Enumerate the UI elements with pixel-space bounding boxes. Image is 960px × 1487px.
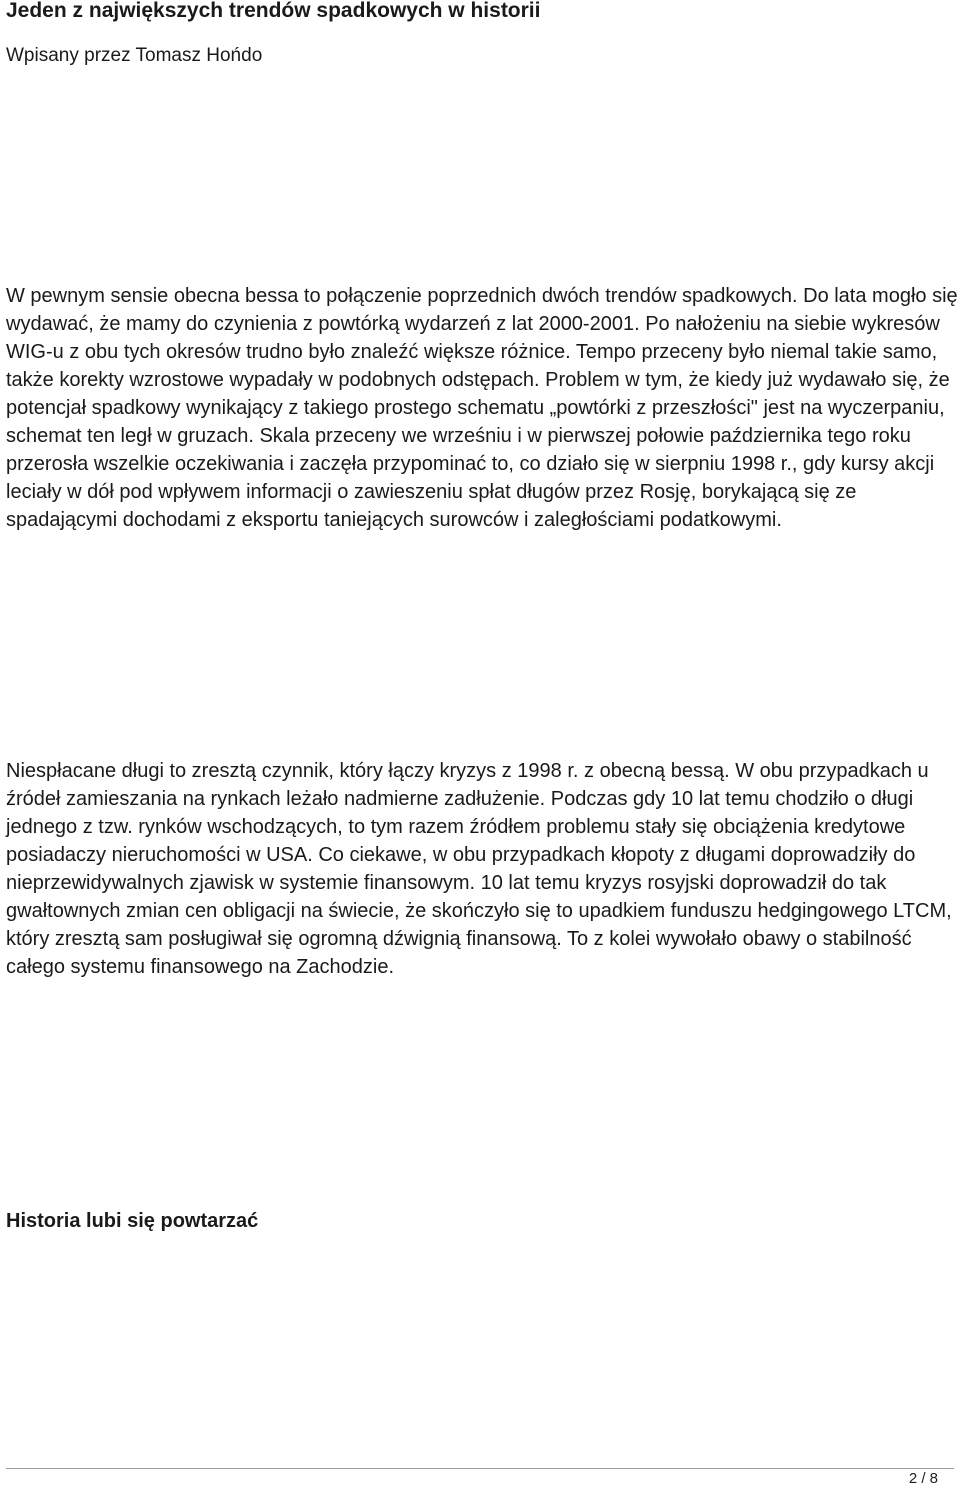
body-paragraph-1: W pewnym sensie obecna bessa to połączenie poprzednich dwóch trendów spadkowych. Do lata mogło się wydawać, że mamy do czynienia z powtórką wydarzeń z lat 2000-2001. Po nałożeniu na siebie wykresów WIG-u z obu tych okresów trudno było znaleźć większe różnice. Tempo przeceny było niemal takie samo, także korekty wzrostowe wypadały w podobnych odstępach. Problem w tym, że kiedy już wydawało się, że potencjał spadkowy wynikający z takiego prostego schematu „powtórki z przeszłości" jest na wyczerpaniu, schemat ten legł w gruzach. Skala przeceny we wrześniu i w pierwszej połowie października tego roku przerosła wszelkie oczekiwania i zaczęła przypominać to, co działo się w sierpniu 1998 r., gdy kursy akcji leciały w dół pod wpływem informacji o zawieszeniu spłat długów przez Rosję, borykającą się ze spadającymi dochodami z eksportu taniejących surowców i zaległościami podatkowymi.: [6, 285, 958, 531]
section-heading: Historia lubi się powtarzać: [6, 1210, 259, 1232]
page-number: 2 / 8: [908, 1470, 938, 1487]
document-title: Jeden z największych trendów spadkowych w historii: [6, 0, 541, 22]
body-paragraph-2: Niespłacane długi to zresztą czynnik, który łączy kryzys z 1998 r. z obecną bessą. W obu przypadkach u źródeł zamieszania na rynkach leżało nadmierne zadłużenie. Podczas gdy 10 lat temu chodziło o długi jednego z tzw. rynków wschodzących, to tym razem źródłem problemu stały się obciążenia kredytowe posiadaczy nieruchomości w USA. Co ciekawe, w obu przypadkach kłopoty z długami doprowadziły do nieprzewidywalnych zjawisk w systemie finansowym. 10 lat temu kryzys rosyjski doprowadził do tak gwałtownych zmian cen obligacji na świecie, że skończyło się to upadkiem funduszu hedgingowego LTCM, który zresztą sam posługiwał się ogromną dźwignią finansową. To z kolei wywołało obawy o stabilność całego systemu finansowego na Zachodzie.: [6, 760, 952, 978]
author-line: Wpisany przez Tomasz Hońdo: [6, 45, 263, 66]
footer-divider: [6, 1468, 954, 1469]
